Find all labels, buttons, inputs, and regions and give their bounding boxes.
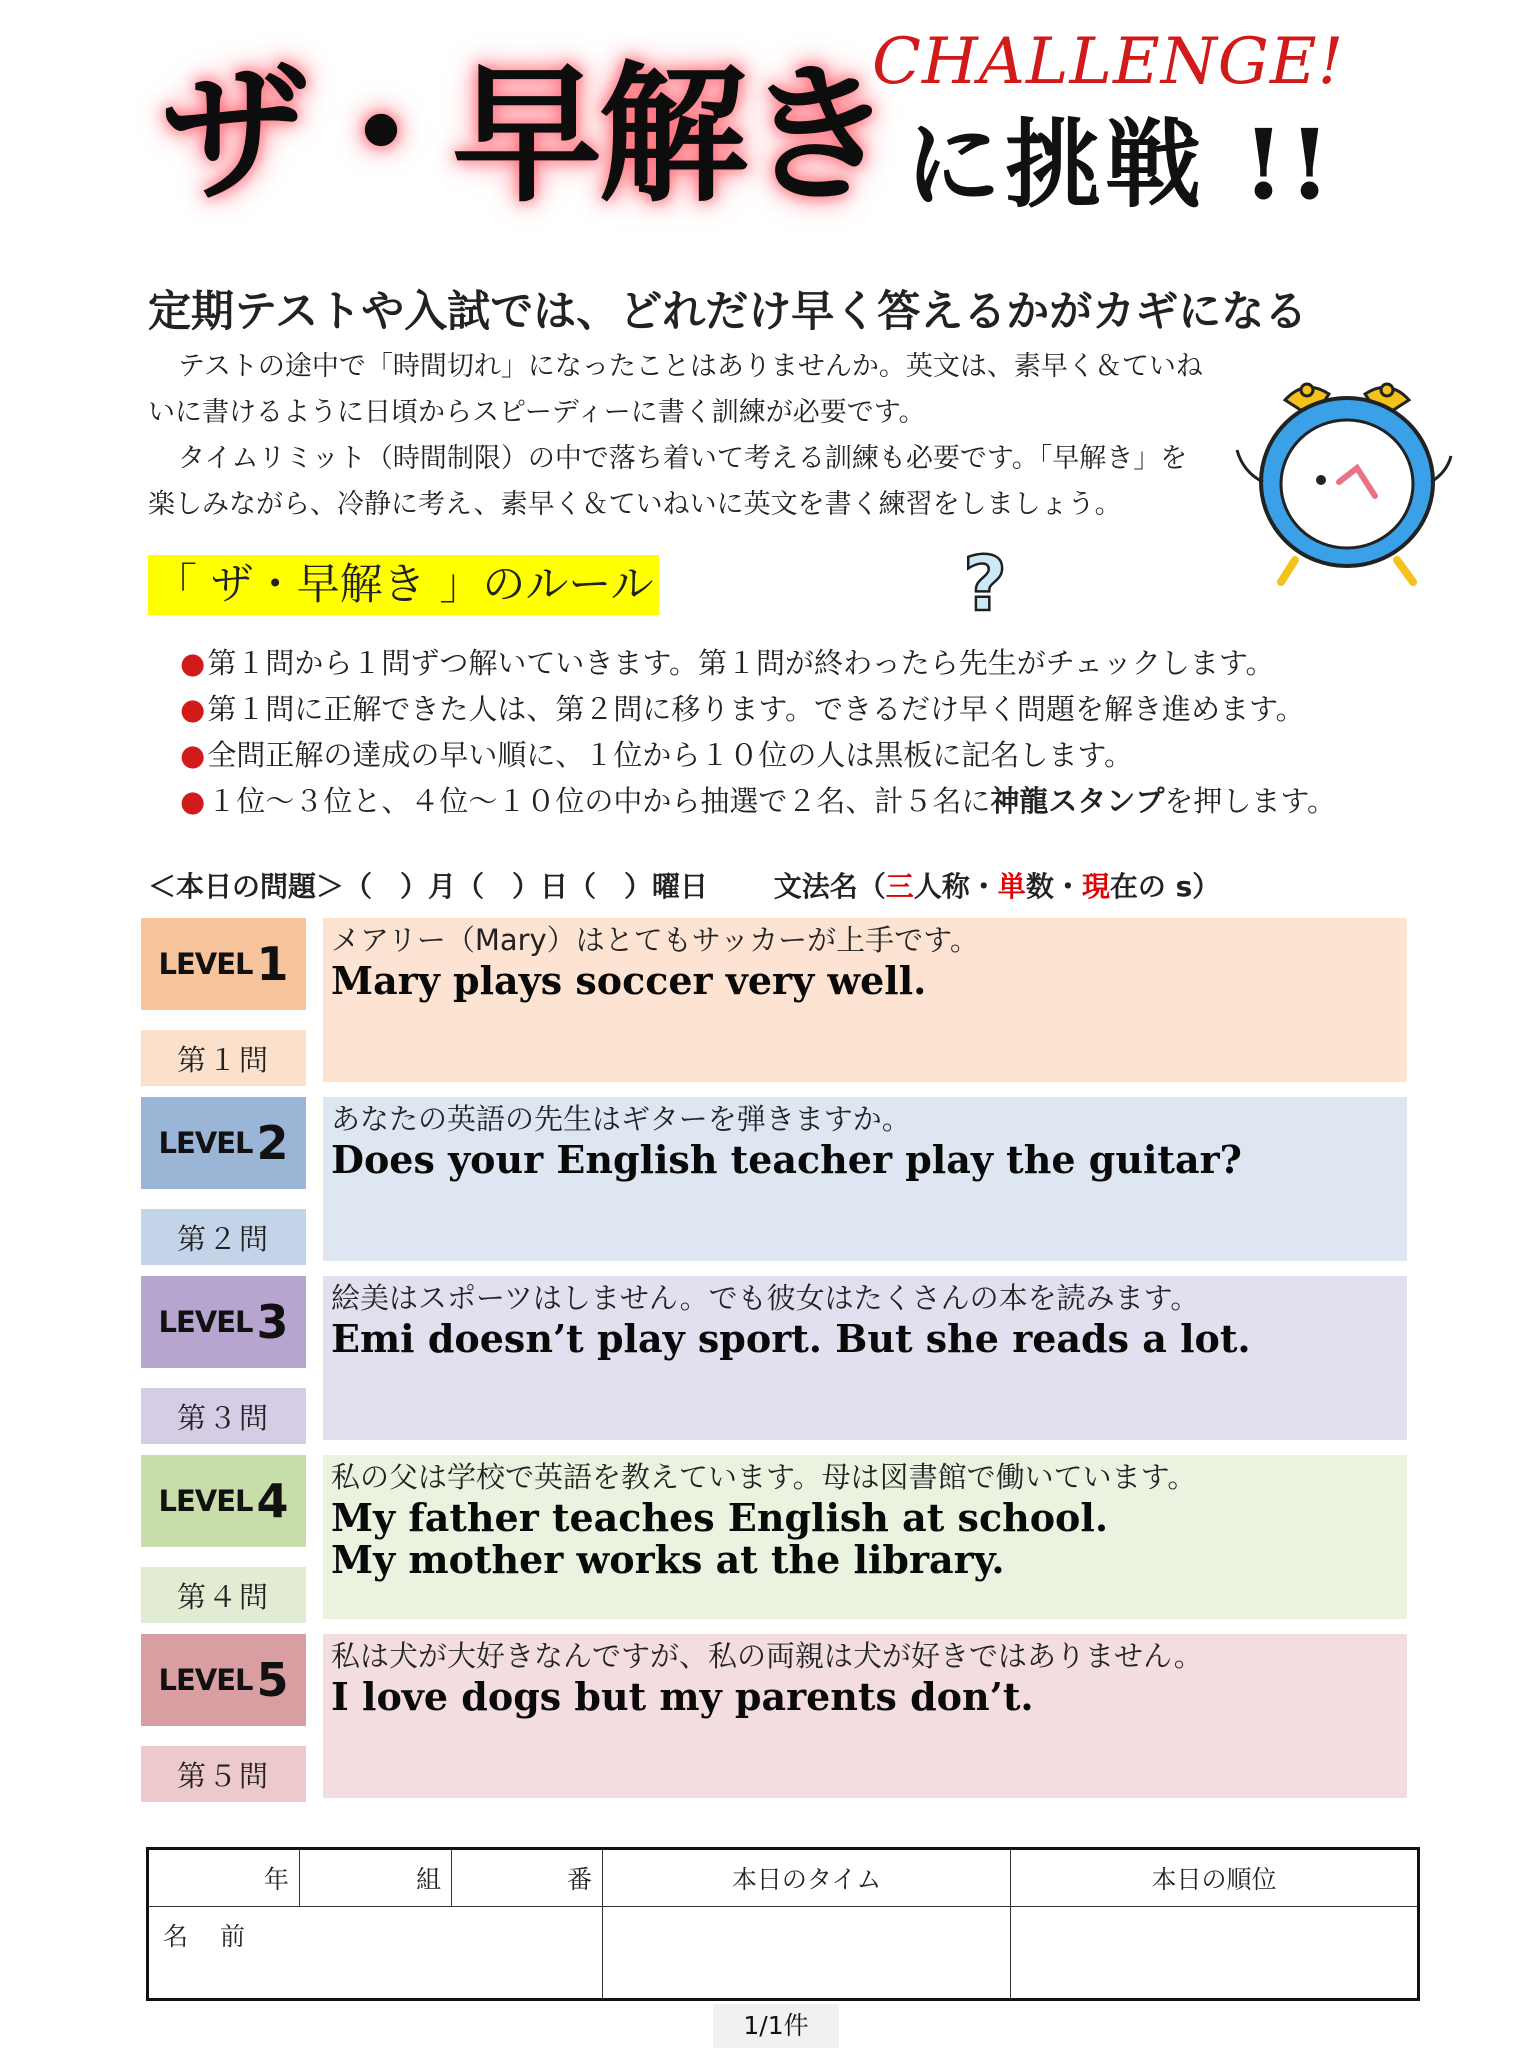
bullet-icon: ●: [180, 646, 206, 680]
student-info-table: [146, 1847, 1420, 2001]
grammar-highlight: 単: [997, 870, 1026, 903]
challenge-text: CHALLENGE!: [872, 25, 1345, 99]
page-title: ザ・早解き: [160, 47, 891, 223]
level-1-answer-box: [323, 918, 1407, 1082]
english-answer: Mary plays soccer very well.: [331, 958, 927, 1003]
rule-item: [180, 640, 1440, 686]
level-5-block: [141, 1634, 1407, 1802]
english-answer: Emi doesn’t play sport. But she reads a lot.: [331, 1316, 1251, 1361]
year-cell[interactable]: 年: [148, 1849, 300, 1907]
rule-item: [180, 732, 1440, 778]
time-header: 本日のタイム: [603, 1849, 1011, 1907]
level-4-answer-box: [323, 1455, 1407, 1619]
today-problem-line: [148, 862, 1220, 912]
grammar-text: 数・: [1025, 870, 1082, 903]
intro-paragraph-1: テストの途中で「時間切れ」になったことはありませんか。英文は、素早く＆ていねいに書けるように日頃からスピーディーに書く訓練が必要です。: [148, 351, 1203, 428]
rule-text: を押します。: [1164, 784, 1337, 818]
rule-text: 全問正解の達成の早い順に、１位から１０位の人は黒板に記名します。: [207, 738, 1133, 772]
rank-header: 本日の順位: [1011, 1849, 1419, 1907]
level-5-label: [141, 1634, 306, 1726]
grammar-text: 在の s）: [1109, 870, 1221, 903]
level-2-label: [141, 1097, 306, 1189]
level-word: LEVEL: [158, 1305, 253, 1339]
level-number: 4: [256, 1474, 289, 1528]
level-number: 3: [256, 1295, 289, 1349]
japanese-prompt: 私の父は学校で英語を教えています。母は図書館で働いています。: [331, 1460, 1197, 1494]
question-mark-icon: [955, 548, 1015, 632]
rules-heading: 「 ザ・早解き 」のルール: [148, 555, 659, 615]
level-5-answer-box: [323, 1634, 1407, 1798]
japanese-prompt: メアリー（Mary）はとてもサッカーが上手です。: [331, 923, 979, 957]
japanese-prompt: 絵美はスポーツはしません。でも彼女はたくさんの本を読みます。: [331, 1281, 1200, 1315]
number-cell[interactable]: 番: [452, 1849, 603, 1907]
question-number: 第２問: [141, 1209, 306, 1265]
level-3-block: [141, 1276, 1407, 1444]
level-1-block: [141, 918, 1407, 1086]
question-number: 第１問: [141, 1030, 306, 1086]
rank-value-cell[interactable]: [1011, 1907, 1419, 2000]
today-prefix: ＜本日の問題＞（ ）月（ ）日（ ）曜日 文法名（: [148, 870, 886, 903]
bullet-icon: ●: [180, 784, 206, 818]
english-answer: Does your English teacher play the guitar?: [331, 1137, 1242, 1182]
level-number: 2: [256, 1116, 289, 1170]
level-2-block: [141, 1097, 1407, 1265]
intro-heading: 定期テストや入試では、どれだけ早く答えるかがカギになる: [148, 287, 1308, 337]
level-2-answer-box: [323, 1097, 1407, 1261]
level-word: LEVEL: [158, 1484, 253, 1518]
time-value-cell[interactable]: [603, 1907, 1011, 2000]
rule-text: 第１問から１問ずつ解いていきます。第１問が終わったら先生がチェックします。: [207, 646, 1275, 680]
class-cell[interactable]: 組: [300, 1849, 452, 1907]
english-answer: My father teaches English at school. My mother works at the library.: [331, 1495, 1109, 1582]
title-sub: に挑戦 !!: [905, 108, 1335, 221]
level-word: LEVEL: [158, 1126, 253, 1160]
level-number: 1: [256, 937, 289, 991]
question-mark-glyph: ?: [962, 548, 1008, 628]
rule-text: １位～３位と、４位～１０位の中から抽選で２名、計５名に: [207, 784, 991, 818]
alarm-clock-icon: [1225, 372, 1465, 592]
rule-item: [180, 686, 1440, 732]
page-count: 1/1件: [713, 2004, 839, 2048]
bullet-icon: ●: [180, 738, 206, 772]
level-3-answer-box: [323, 1276, 1407, 1440]
grammar-highlight: 三: [885, 870, 914, 903]
rules-list: [180, 640, 1440, 824]
stamp-name: 神龍スタンプ: [990, 784, 1165, 818]
english-answer: I love dogs but my parents don’t.: [331, 1674, 1034, 1719]
rule-text: 第１問に正解できた人は、第２問に移ります。できるだけ早く問題を解き進めます。: [207, 692, 1305, 726]
level-number: 5: [256, 1653, 289, 1707]
level-1-label: [141, 918, 306, 1010]
bullet-icon: ●: [180, 692, 206, 726]
grammar-text: 人称・: [913, 870, 998, 903]
level-3-label: [141, 1276, 306, 1368]
question-number: 第４問: [141, 1567, 306, 1623]
grammar-highlight: 現: [1081, 870, 1110, 903]
question-number: 第３問: [141, 1388, 306, 1444]
intro-paragraph-2: タイムリミット（時間制限）の中で落ち着いて考える訓練も必要です。「早解き」を楽しみながら、冷静に考え、素早く＆ていねいに英文を書く練習をしましょう。: [148, 443, 1188, 520]
level-4-label: [141, 1455, 306, 1547]
level-4-block: [141, 1455, 1407, 1623]
question-number: 第５問: [141, 1746, 306, 1802]
name-cell[interactable]: 名 前: [148, 1907, 603, 2000]
rule-item: [180, 778, 1440, 824]
japanese-prompt: あなたの英語の先生はギターを弾きますか。: [331, 1102, 911, 1136]
level-word: LEVEL: [158, 1663, 253, 1697]
level-word: LEVEL: [158, 947, 253, 981]
japanese-prompt: 私は犬が大好きなんですが、私の両親は犬が好きではありません。: [331, 1639, 1203, 1673]
